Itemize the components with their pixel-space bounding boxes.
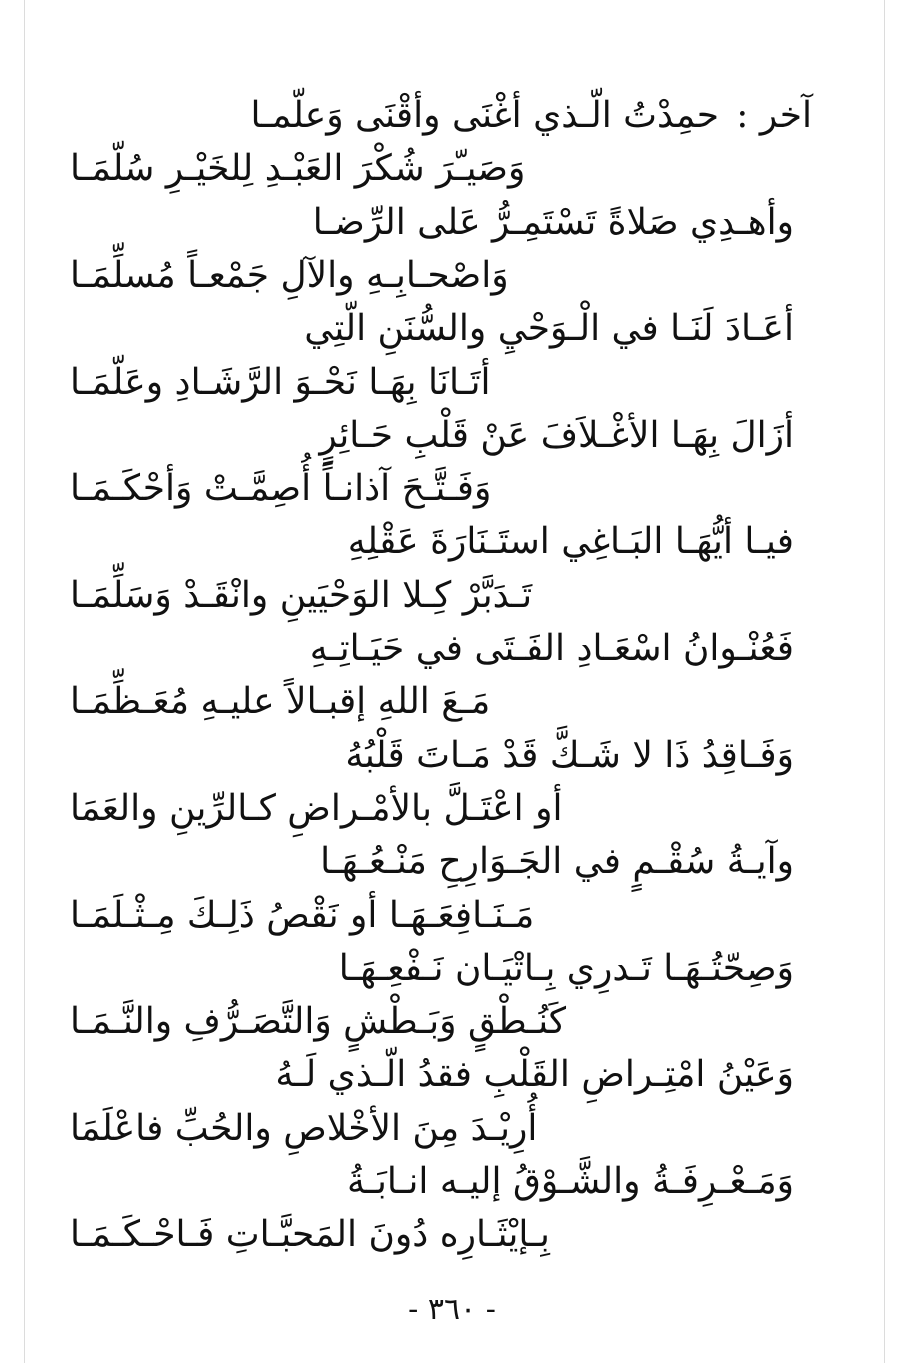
verse-first-hemistich: وأهـدِي صَلاةً تَسْتَمِـرُّ عَلى الرِّضـا [312, 201, 794, 243]
verse-first-hemistich: فيـا أيُّهَـا البَـاغِي استَـنَارَةَ عَقْلِهِ [347, 521, 794, 563]
verse-second-hemistich: بِـإيْثَـارِه دُونَ المَحبَّـاتِ فَـاحْـكَـمَـا [70, 1214, 550, 1256]
verse-second-hemistich: تَـدَبَّرْ كِـلا الوَحْيَينِ وانْقَـدْ وَسَلِّمَـا [70, 574, 533, 616]
verse-first-hemistich: أعَـادَ لَنَـا في الْـوَحْيِ والسُّنَنِ الّتِي [304, 308, 794, 350]
verse-first-hemistich: فَعُنْـوانُ اسْعَـادِ الفَـتَى في حَيَـاتِـهِ [309, 628, 794, 669]
verse-second-hemistich: أتَـانَا بِهَـا نَحْـوَ الرَّشَـادِ وعَلّمَـا [70, 361, 491, 403]
verse-second-hemistich: مَـعَ اللهِ إقبـالاً عليـهِ مُعَـظِّمَـا [70, 681, 491, 723]
verse-second-hemistich: أُرِيْـدَ مِنَ الأخْلاصِ والحُبِّ فاعْلَمَا [70, 1107, 538, 1149]
scan-edge-line [24, 0, 25, 1363]
verse-second-hemistich: وَصَيـّرَ شُكْرَ العَبْـدِ لِلخَيْـرِ سُلّمَـا [70, 148, 526, 190]
verse-second-hemistich: كَنُـطْقٍ وَبَـطْشٍ وَالتَّصَـرُّفِ والنَّـمَـا [70, 1001, 567, 1043]
scan-edge-line [884, 0, 885, 1363]
verse-second-hemistich: أو اعْتَـلَّ بالأمْـراضِ كـالرِّينِ والعَمَا [70, 787, 563, 829]
verse-second-hemistich: وَاصْحـابِـهِ والآلِ جَمْعـاً مُسلِّمَـا [70, 254, 509, 296]
header-label: آخر : [736, 95, 812, 136]
verse-first-hemistich: وَصِحّتُـهَـا تَـدرِي بِـاتْيَـان نَـفْعِـهَـا [338, 947, 794, 989]
verse-first-hemistich: حمِدْتُ الّـذي أغْنَى وأقْنَى وَعلّمـا [250, 95, 719, 136]
poem-header [736, 92, 812, 140]
verse-first-hemistich: وَمَـعْـرِفَـةُ والشَّـوْقُ إليـه انـابَـةُ [346, 1161, 794, 1202]
verse-first-hemistich: وآيـةُ سُقْـمٍ في الجَـوَارِحِ مَنْـعُـهَـا [320, 841, 794, 883]
verse-second-hemistich: وَفَـتَّـحَ آذانـاً أُصِمَّـتْ وَأحْكَـمَـا [70, 468, 492, 510]
verse-first-hemistich: أزَالَ بِهَـا الأغْـلاَفَ عَنْ قَلْبِ حَـائِرٍ [319, 414, 794, 456]
verse-first-hemistich: وَفَـاقِدُ ذَا لا شَـكَّ قَدْ مَـاتَ قَلْبُهُ [345, 734, 794, 776]
page-number: - ٣٦٠ - [408, 1292, 496, 1327]
verse-first-hemistich: وَعَيْنُ امْتِـراضِ القَلْبِ فقدُ الّـذي لَـهُ [275, 1054, 794, 1096]
verse-second-hemistich: مَـنَـافِعَـهَـا أو نَقْصُ ذَلِـكَ مِـثْـلَمَـا [70, 894, 535, 936]
